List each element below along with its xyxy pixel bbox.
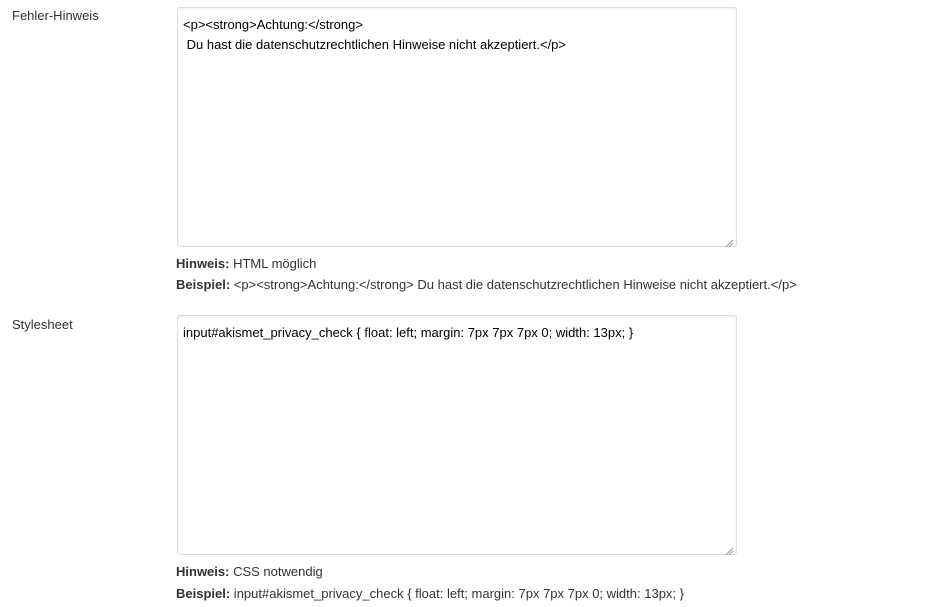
- fehler-hinweis-example: [176, 277, 797, 292]
- stylesheet-label: Stylesheet: [12, 317, 73, 332]
- stylesheet-value[interactable]: input#akismet_privacy_check { float: left; margin: 7px 7px 7px 0; width: 13px; }: [183, 325, 634, 340]
- resize-grip-icon[interactable]: [724, 234, 734, 244]
- hint-text: CSS notwendig: [229, 564, 323, 579]
- example-text: input#akismet_privacy_check { float: left; margin: 7px 7px 7px 0; width: 13px; }: [230, 586, 684, 601]
- hint-label: Hinweis:: [176, 564, 230, 579]
- hint-label: Hinweis:: [176, 256, 230, 271]
- stylesheet-textarea[interactable]: [177, 315, 737, 555]
- stylesheet-example: [176, 586, 684, 601]
- fehler-hinweis-value[interactable]: <p><strong>Achtung:</strong> Du hast die datenschutzrechtlichen Hinweise nicht akzeptiert.</p>: [183, 17, 567, 52]
- hint-text: HTML möglich: [229, 256, 317, 271]
- example-label: Beispiel:: [176, 277, 231, 292]
- example-label: Beispiel:: [176, 586, 231, 601]
- resize-grip-icon[interactable]: [724, 542, 734, 552]
- stylesheet-hint: [176, 564, 323, 579]
- fehler-hinweis-hint: [176, 256, 316, 271]
- fehler-hinweis-label: Fehler-Hinweis: [12, 8, 99, 23]
- fehler-hinweis-textarea[interactable]: [177, 7, 737, 247]
- example-text: <p><strong>Achtung:</strong> Du hast die datenschutzrechtlichen Hinweise nicht akzeptiert.</p>: [230, 277, 797, 292]
